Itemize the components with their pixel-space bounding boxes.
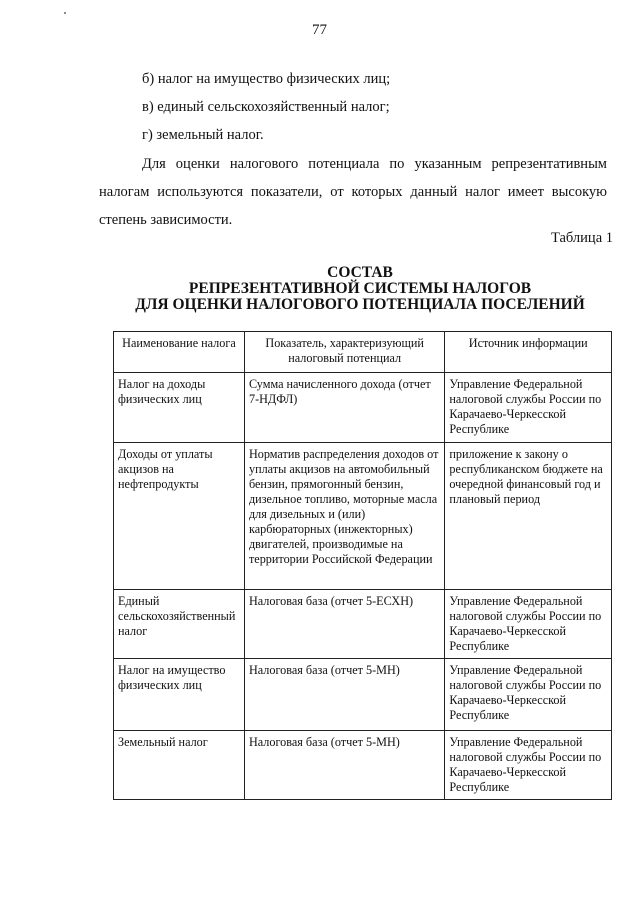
table-row — [114, 443, 612, 590]
tax-system-table — [113, 331, 612, 800]
list-item-v: в) единый сельскохозяйственный налог; — [142, 99, 390, 115]
list-item-g: г) земельный налог. — [142, 127, 264, 143]
cell-source: Управление Федеральной налоговой службы России по Карачаево-Черкесской Республике — [445, 373, 612, 443]
table-title-line-3: ДЛЯ ОЦЕНКИ НАЛОГОВОГО ПОТЕНЦИАЛА ПОСЕЛЕНИЙ — [135, 296, 585, 313]
page-number: 77 — [312, 22, 327, 38]
cell-indicator: Сумма начисленного дохода (отчет 7-НДФЛ) — [244, 373, 444, 443]
cell-tax-name: Налог на доходы физических лиц — [114, 373, 245, 443]
cell-source: Управление Федеральной налоговой службы России по Карачаево-Черкесской Республике — [445, 590, 612, 659]
table-header-row — [114, 332, 612, 373]
cell-source: приложение к закону о республиканском бюджете на очередной финансовый год и плановый период — [445, 443, 612, 590]
table-row — [114, 731, 612, 800]
table-title-line-2: РЕПРЕЗЕНТАТИВНОЙ СИСТЕМЫ НАЛОГОВ — [188, 280, 532, 297]
table-row — [114, 659, 612, 731]
table-row — [114, 373, 612, 443]
header-indicator: Показатель, характеризующий налоговый потенциал — [244, 332, 444, 373]
paragraph-line-2: налогам используются показатели, от которых данный налог имеет высокую — [99, 184, 607, 200]
paragraph-line-1: Для оценки налогового потенциала по указанным репрезентативным — [142, 156, 607, 172]
cell-tax-name: Единый сельскохозяйственный налог — [114, 590, 245, 659]
cell-tax-name: Налог на имущество физических лиц — [114, 659, 245, 731]
list-item-b: б) налог на имущество физических лиц; — [142, 71, 391, 87]
cell-tax-name: Земельный налог — [114, 731, 245, 800]
header-tax-name: Наименование налога — [114, 332, 245, 373]
cell-source: Управление Федеральной налоговой службы России по Карачаево-Черкесской Республике — [445, 659, 612, 731]
cell-indicator: Налоговая база (отчет 5-МН) — [244, 731, 444, 800]
header-source: Источник информации — [445, 332, 612, 373]
table-title-line-1: СОСТАВ — [327, 264, 393, 281]
table-row — [114, 590, 612, 659]
cell-indicator: Норматив распределения доходов от уплаты акцизов на автомобильный бензин, прямогонный бензин, дизельное топливо, моторные масла для дизельных и (или) карбюраторных (инжекторных) двигателей, производимые на территории Российской Федерации — [244, 443, 444, 590]
body-paragraph — [99, 150, 607, 234]
cell-indicator: Налоговая база (отчет 5-МН) — [244, 659, 444, 731]
cell-source: Управление Федеральной налоговой службы России по Карачаево-Черкесской Республике — [445, 731, 612, 800]
table-caption: Таблица 1 — [550, 230, 613, 246]
paragraph-line-3: степень зависимости. — [99, 212, 233, 228]
scan-speck — [64, 12, 66, 14]
cell-tax-name: Доходы от уплаты акцизов на нефтепродукты — [114, 443, 245, 590]
cell-indicator: Налоговая база (отчет 5-ЕСХН) — [244, 590, 444, 659]
